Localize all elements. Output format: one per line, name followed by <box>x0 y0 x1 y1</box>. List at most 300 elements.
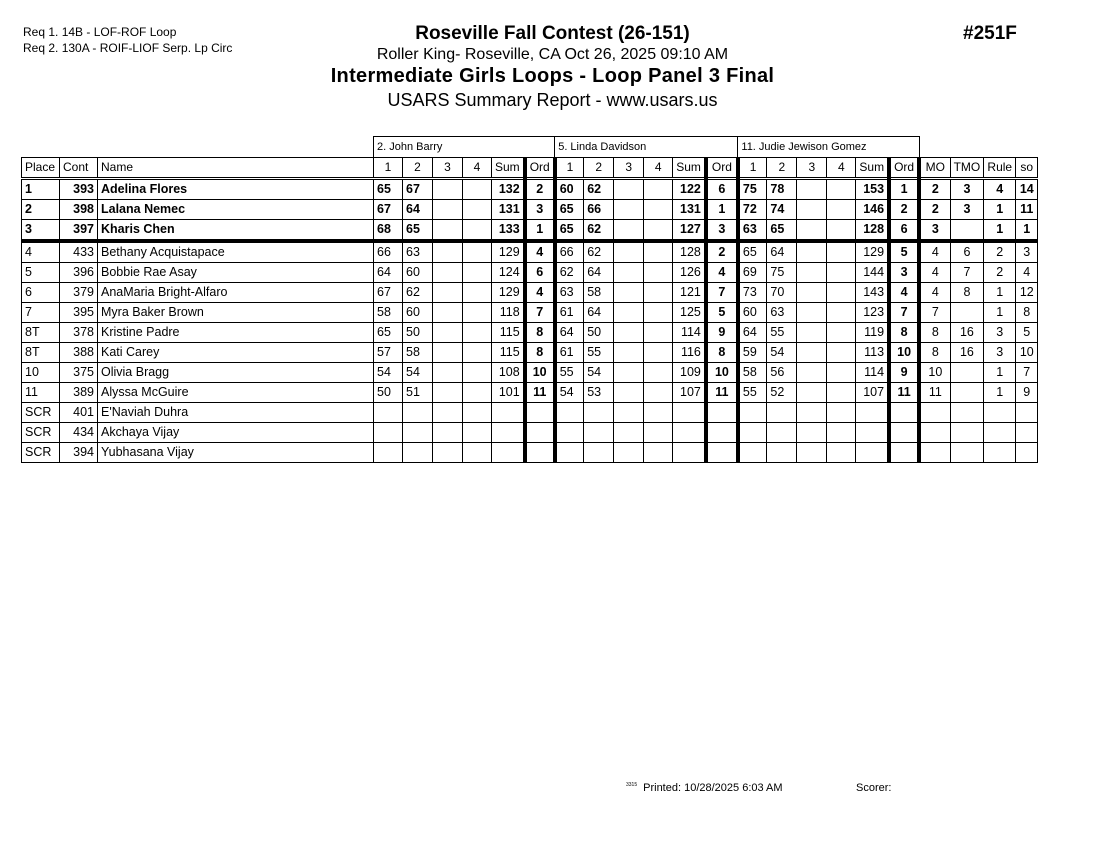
judge-2-sum: 131 <box>673 200 706 220</box>
judge-3-score-2: 52 <box>767 383 797 403</box>
col-j1-s4: 4 <box>463 158 492 179</box>
judge-2-score-1 <box>555 403 584 423</box>
event-title: Intermediate Girls Loops - Loop Panel 3 Final <box>330 65 775 87</box>
contestant-number-cell: 388 <box>60 343 98 363</box>
judge-1-score-1 <box>374 403 403 423</box>
sum-of-ordinals-cell <box>1016 443 1038 463</box>
judge-3-score-4 <box>827 423 856 443</box>
judge-2-score-4 <box>644 263 673 283</box>
judge-2-score-4 <box>644 383 673 403</box>
judge-3-ordinal: 3 <box>889 263 919 283</box>
judge-2-score-2: 54 <box>584 363 614 383</box>
judge-1-sum: 132 <box>492 179 525 200</box>
judge-1-sum: 124 <box>492 263 525 283</box>
judge-2-sum: 126 <box>673 263 706 283</box>
judge-2-sum: 127 <box>673 220 706 242</box>
judge-1-sum: 118 <box>492 303 525 323</box>
judge-2-score-3 <box>614 263 644 283</box>
judge-3-score-4 <box>827 179 856 200</box>
judge-1-sum: 129 <box>492 283 525 303</box>
judge-3-score-1: 58 <box>738 363 767 383</box>
contestant-number-cell: 396 <box>60 263 98 283</box>
judge-1-score-2: 64 <box>403 200 433 220</box>
judge-3-ordinal: 10 <box>889 343 919 363</box>
judge-3-score-1: 65 <box>738 241 767 263</box>
judge-2-score-3 <box>614 443 644 463</box>
judge-3-ordinal <box>889 423 919 443</box>
sum-of-ordinals-cell <box>1016 403 1038 423</box>
judge-3-sum <box>856 443 889 463</box>
judge-2-score-3 <box>614 343 644 363</box>
judge-2-score-1: 54 <box>555 383 584 403</box>
judge-3-ordinal: 1 <box>889 179 919 200</box>
judge-1-score-2: 54 <box>403 363 433 383</box>
judge-3-score-3 <box>797 283 827 303</box>
sum-of-ordinals-cell: 9 <box>1016 383 1038 403</box>
judge-3-ordinal <box>889 403 919 423</box>
judge-2-ordinal <box>706 423 738 443</box>
judge-3-ordinal: 11 <box>889 383 919 403</box>
judge-1-score-1: 66 <box>374 241 403 263</box>
judge-2-sum: 125 <box>673 303 706 323</box>
skater-name-cell: Akchaya Vijay <box>98 423 374 443</box>
judge-1-score-4 <box>463 443 492 463</box>
judge-1-ordinal <box>525 403 555 423</box>
skater-name-cell: Yubhasana Vijay <box>98 443 374 463</box>
judge-1-score-3 <box>433 179 463 200</box>
judge-3-ordinal: 6 <box>889 220 919 242</box>
place-cell: 8T <box>22 343 60 363</box>
table-row <box>22 363 1038 383</box>
judge-2-score-2: 55 <box>584 343 614 363</box>
judge-1-score-2 <box>403 403 433 423</box>
skater-name-cell: E'Naviah Duhra <box>98 403 374 423</box>
rule-cell: 1 <box>984 363 1016 383</box>
judge-2-score-2: 62 <box>584 179 614 200</box>
skater-name-cell: Kristine Padre <box>98 323 374 343</box>
judge-1-sum: 115 <box>492 323 525 343</box>
total-majority-ordinal-cell <box>950 220 984 242</box>
judge-2-ordinal: 4 <box>706 263 738 283</box>
judge-2-score-2 <box>584 403 614 423</box>
judge-2-score-1: 63 <box>555 283 584 303</box>
judge-3-score-3 <box>797 383 827 403</box>
judge-2-ordinal: 9 <box>706 323 738 343</box>
judge-3-score-4 <box>827 403 856 423</box>
col-so: so <box>1016 158 1038 179</box>
judge-2-name: 5. Linda Davidson <box>555 137 738 158</box>
judge-2-score-2: 62 <box>584 220 614 242</box>
sum-of-ordinals-cell <box>1016 423 1038 443</box>
total-majority-ordinal-cell <box>950 363 984 383</box>
judge-2-score-2: 64 <box>584 263 614 283</box>
judge-2-ordinal: 7 <box>706 283 738 303</box>
majority-ordinal-cell <box>919 423 950 443</box>
judge-2-score-4 <box>644 423 673 443</box>
judge-3-score-1: 60 <box>738 303 767 323</box>
judge-2-score-1: 65 <box>555 200 584 220</box>
majority-ordinal-cell: 4 <box>919 263 950 283</box>
place-cell: 2 <box>22 200 60 220</box>
event-number: #251F <box>963 23 1017 44</box>
contestant-number-cell: 433 <box>60 241 98 263</box>
total-majority-ordinal-cell <box>950 443 984 463</box>
judge-2-score-1: 64 <box>555 323 584 343</box>
judge-2-score-4 <box>644 343 673 363</box>
judge-3-ordinal: 9 <box>889 363 919 383</box>
judge-3-sum: 107 <box>856 383 889 403</box>
contest-title: Roseville Fall Contest (26-151) <box>415 23 690 44</box>
sum-of-ordinals-cell: 8 <box>1016 303 1038 323</box>
judge-2-score-4 <box>644 303 673 323</box>
rule-cell <box>984 423 1016 443</box>
judge-3-score-1: 55 <box>738 383 767 403</box>
judge-2-score-3 <box>614 303 644 323</box>
judge-3-sum <box>856 403 889 423</box>
sum-of-ordinals-cell: 10 <box>1016 343 1038 363</box>
judge-2-sum <box>673 423 706 443</box>
judge-1-score-1: 65 <box>374 179 403 200</box>
judge-2-score-3 <box>614 241 644 263</box>
judge-1-score-4 <box>463 179 492 200</box>
judge-3-score-1: 69 <box>738 263 767 283</box>
judge-1-sum <box>492 403 525 423</box>
judge-2-sum: 121 <box>673 283 706 303</box>
scorer-label: Scorer: <box>856 782 892 794</box>
place-cell: 6 <box>22 283 60 303</box>
judge-1-score-3 <box>433 283 463 303</box>
contestant-number-cell: 398 <box>60 200 98 220</box>
sum-of-ordinals-cell: 12 <box>1016 283 1038 303</box>
skater-name-cell: Alyssa McGuire <box>98 383 374 403</box>
judge-3-score-1: 59 <box>738 343 767 363</box>
skater-name-cell: Olivia Bragg <box>98 363 374 383</box>
total-majority-ordinal-cell: 16 <box>950 323 984 343</box>
judge-3-score-3 <box>797 343 827 363</box>
judge-3-score-4 <box>827 241 856 263</box>
judge-3-score-2 <box>767 423 797 443</box>
skater-name-cell: Bethany Acquistapace <box>98 241 374 263</box>
judge-1-score-1 <box>374 423 403 443</box>
judge-1-score-4 <box>463 343 492 363</box>
judge-3-sum <box>856 423 889 443</box>
judge-1-ordinal <box>525 423 555 443</box>
judge-3-score-2: 70 <box>767 283 797 303</box>
col-j2-s2: 2 <box>584 158 614 179</box>
col-j3-s1: 1 <box>738 158 767 179</box>
judge-3-score-2: 74 <box>767 200 797 220</box>
judge-2-score-2: 64 <box>584 303 614 323</box>
judge-1-sum <box>492 423 525 443</box>
rule-cell <box>984 403 1016 423</box>
judge-3-sum: 129 <box>856 241 889 263</box>
judge-1-sum: 133 <box>492 220 525 242</box>
judge-3-score-3 <box>797 423 827 443</box>
judge-2-score-2: 53 <box>584 383 614 403</box>
judge-2-score-1 <box>555 423 584 443</box>
judge-2-sum: 109 <box>673 363 706 383</box>
requirement-1: Req 1. 14B - LOF-ROF Loop <box>23 25 177 39</box>
rule-cell: 2 <box>984 263 1016 283</box>
judge-3-score-3 <box>797 323 827 343</box>
judge-3-sum: 144 <box>856 263 889 283</box>
col-tmo: TMO <box>950 158 984 179</box>
judge-1-sum: 108 <box>492 363 525 383</box>
judge-2-score-4 <box>644 363 673 383</box>
table-row <box>22 303 1038 323</box>
majority-ordinal-cell: 2 <box>919 179 950 200</box>
judge-3-score-1: 72 <box>738 200 767 220</box>
venue-line: Roller King- Roseville, CA Oct 26, 2025 09:10 AM <box>376 46 729 63</box>
rule-cell: 3 <box>984 323 1016 343</box>
col-j3-s4: 4 <box>827 158 856 179</box>
contestant-number-cell: 389 <box>60 383 98 403</box>
judge-1-score-1: 67 <box>374 200 403 220</box>
judge-3-sum: 113 <box>856 343 889 363</box>
judge-2-sum <box>673 403 706 423</box>
judge-1-score-2 <box>403 423 433 443</box>
judge-1-score-4 <box>463 200 492 220</box>
total-majority-ordinal-cell <box>950 423 984 443</box>
total-majority-ordinal-cell: 3 <box>950 179 984 200</box>
judge-1-ordinal: 1 <box>525 220 555 242</box>
col-place: Place <box>22 158 60 179</box>
judge-1-score-4 <box>463 323 492 343</box>
judge-2-score-3 <box>614 200 644 220</box>
judge-1-ordinal: 8 <box>525 323 555 343</box>
judge-1-ordinal: 3 <box>525 200 555 220</box>
sum-of-ordinals-cell: 5 <box>1016 323 1038 343</box>
judge-1-score-1: 64 <box>374 263 403 283</box>
total-majority-ordinal-cell <box>950 303 984 323</box>
judge-1-sum: 129 <box>492 241 525 263</box>
col-j1-s1: 1 <box>374 158 403 179</box>
judge-2-score-2: 62 <box>584 241 614 263</box>
judge-2-score-3 <box>614 423 644 443</box>
judge-2-sum: 114 <box>673 323 706 343</box>
contestant-number-cell: 393 <box>60 179 98 200</box>
judge-1-score-3 <box>433 343 463 363</box>
judge-1-score-1: 57 <box>374 343 403 363</box>
judge-3-score-2: 78 <box>767 179 797 200</box>
judge-1-score-4 <box>463 241 492 263</box>
judge-1-score-2: 67 <box>403 179 433 200</box>
table-row <box>22 263 1038 283</box>
judge-3-score-2: 54 <box>767 343 797 363</box>
table-row <box>22 220 1038 242</box>
place-cell: 8T <box>22 323 60 343</box>
judge-2-score-4 <box>644 403 673 423</box>
judge-1-sum: 115 <box>492 343 525 363</box>
contestant-number-cell: 394 <box>60 443 98 463</box>
judge-3-score-3 <box>797 263 827 283</box>
judge-1-ordinal: 4 <box>525 241 555 263</box>
judge-2-ordinal: 8 <box>706 343 738 363</box>
judge-2-ordinal: 6 <box>706 179 738 200</box>
majority-ordinal-cell: 3 <box>919 220 950 242</box>
judge-1-score-1: 65 <box>374 323 403 343</box>
place-cell: 3 <box>22 220 60 242</box>
contestant-number-cell: 434 <box>60 423 98 443</box>
sum-of-ordinals-cell: 14 <box>1016 179 1038 200</box>
judge-1-score-1: 67 <box>374 283 403 303</box>
judge-1-score-2: 50 <box>403 323 433 343</box>
majority-ordinal-cell: 7 <box>919 303 950 323</box>
judge-2-score-1: 61 <box>555 343 584 363</box>
col-j2-s3: 3 <box>614 158 644 179</box>
rule-cell: 1 <box>984 220 1016 242</box>
col-j3-ord: Ord <box>889 158 919 179</box>
judge-2-sum: 122 <box>673 179 706 200</box>
judge-3-score-2 <box>767 443 797 463</box>
place-cell: SCR <box>22 423 60 443</box>
judge-3-score-1: 63 <box>738 220 767 242</box>
judge-2-score-1 <box>555 443 584 463</box>
judge-2-ordinal <box>706 403 738 423</box>
judge-1-ordinal: 7 <box>525 303 555 323</box>
judge-2-sum: 128 <box>673 241 706 263</box>
judge-3-ordinal: 8 <box>889 323 919 343</box>
place-cell: 11 <box>22 383 60 403</box>
skater-name-cell: Lalana Nemec <box>98 200 374 220</box>
table-row <box>22 423 1038 443</box>
rule-cell: 2 <box>984 241 1016 263</box>
judge-3-score-4 <box>827 383 856 403</box>
col-j1-s2: 2 <box>403 158 433 179</box>
sum-of-ordinals-cell: 4 <box>1016 263 1038 283</box>
judge-3-score-2: 63 <box>767 303 797 323</box>
judge-2-score-3 <box>614 323 644 343</box>
judge-3-score-1: 64 <box>738 323 767 343</box>
table-row <box>22 241 1038 263</box>
judge-3-score-3 <box>797 179 827 200</box>
judge-1-ordinal: 6 <box>525 263 555 283</box>
judge-2-ordinal: 3 <box>706 220 738 242</box>
judge-2-score-4 <box>644 179 673 200</box>
judge-3-sum: 128 <box>856 220 889 242</box>
majority-ordinal-cell: 10 <box>919 363 950 383</box>
judge-2-score-2: 50 <box>584 323 614 343</box>
judge-3-ordinal <box>889 443 919 463</box>
majority-ordinal-cell <box>919 403 950 423</box>
judge-2-ordinal <box>706 443 738 463</box>
judge-1-ordinal: 4 <box>525 283 555 303</box>
col-rule: Rule <box>984 158 1016 179</box>
judge-1-score-2: 60 <box>403 303 433 323</box>
judge-1-ordinal: 8 <box>525 343 555 363</box>
judge-3-score-4 <box>827 343 856 363</box>
judge-3-score-3 <box>797 403 827 423</box>
table-row <box>22 383 1038 403</box>
judge-1-score-3 <box>433 241 463 263</box>
judge-2-score-1: 60 <box>555 179 584 200</box>
judge-2-sum: 107 <box>673 383 706 403</box>
contestant-number-cell: 379 <box>60 283 98 303</box>
col-j2-sum: Sum <box>673 158 706 179</box>
judge-2-score-2 <box>584 423 614 443</box>
total-majority-ordinal-cell <box>950 383 984 403</box>
judge-2-score-1: 65 <box>555 220 584 242</box>
col-j2-s1: 1 <box>555 158 584 179</box>
judge-2-ordinal: 5 <box>706 303 738 323</box>
judge-3-score-2: 75 <box>767 263 797 283</box>
judge-1-ordinal: 10 <box>525 363 555 383</box>
col-name: Name <box>98 158 374 179</box>
rule-cell: 1 <box>984 303 1016 323</box>
judge-3-score-2: 64 <box>767 241 797 263</box>
col-j1-s3: 3 <box>433 158 463 179</box>
judge-3-score-4 <box>827 323 856 343</box>
col-j1-sum: Sum <box>492 158 525 179</box>
judge-2-score-3 <box>614 179 644 200</box>
judge-3-score-3 <box>797 241 827 263</box>
table-row <box>22 443 1038 463</box>
judge-2-ordinal: 10 <box>706 363 738 383</box>
judge-1-name: 2. John Barry <box>374 137 555 158</box>
table-row <box>22 283 1038 303</box>
report-line: USARS Summary Report - www.usars.us <box>387 90 718 110</box>
judge-3-score-3 <box>797 200 827 220</box>
judge-1-score-4 <box>463 283 492 303</box>
sum-of-ordinals-cell: 3 <box>1016 241 1038 263</box>
judge-2-ordinal: 11 <box>706 383 738 403</box>
judge-2-score-4 <box>644 241 673 263</box>
judge-1-score-3 <box>433 323 463 343</box>
judge-2-ordinal: 2 <box>706 241 738 263</box>
judge-3-score-2: 56 <box>767 363 797 383</box>
judge-1-score-3 <box>433 303 463 323</box>
judge-1-score-3 <box>433 443 463 463</box>
printed-timestamp <box>626 782 783 794</box>
table-row <box>22 343 1038 363</box>
judge-3-score-3 <box>797 363 827 383</box>
majority-ordinal-cell <box>919 443 950 463</box>
judge-3-ordinal: 4 <box>889 283 919 303</box>
judge-3-sum: 119 <box>856 323 889 343</box>
judge-1-score-1: 58 <box>374 303 403 323</box>
judge-3-score-4 <box>827 283 856 303</box>
judge-1-score-2: 58 <box>403 343 433 363</box>
judge-1-ordinal <box>525 443 555 463</box>
rule-cell: 4 <box>984 179 1016 200</box>
printed-text: Printed: 10/28/2025 6:03 AM <box>643 782 783 794</box>
judge-2-score-4 <box>644 283 673 303</box>
col-j2-s4: 4 <box>644 158 673 179</box>
judge-1-sum <box>492 443 525 463</box>
total-majority-ordinal-cell: 3 <box>950 200 984 220</box>
skater-name-cell: Myra Baker Brown <box>98 303 374 323</box>
total-majority-ordinal-cell: 7 <box>950 263 984 283</box>
judge-3-score-1 <box>738 443 767 463</box>
contestant-number-cell: 395 <box>60 303 98 323</box>
judge-1-score-3 <box>433 383 463 403</box>
judge-2-sum <box>673 443 706 463</box>
judge-3-score-3 <box>797 303 827 323</box>
judge-2-score-4 <box>644 200 673 220</box>
place-cell: 4 <box>22 241 60 263</box>
judge-header-row <box>22 137 1038 158</box>
judge-3-score-3 <box>797 443 827 463</box>
judge-1-score-4 <box>463 303 492 323</box>
col-mo: MO <box>919 158 950 179</box>
judge-1-score-4 <box>463 220 492 242</box>
judge-3-score-2: 55 <box>767 323 797 343</box>
col-cont: Cont <box>60 158 98 179</box>
judge-1-sum: 101 <box>492 383 525 403</box>
judge-3-score-4 <box>827 200 856 220</box>
table-row <box>22 323 1038 343</box>
judge-1-score-2: 63 <box>403 241 433 263</box>
